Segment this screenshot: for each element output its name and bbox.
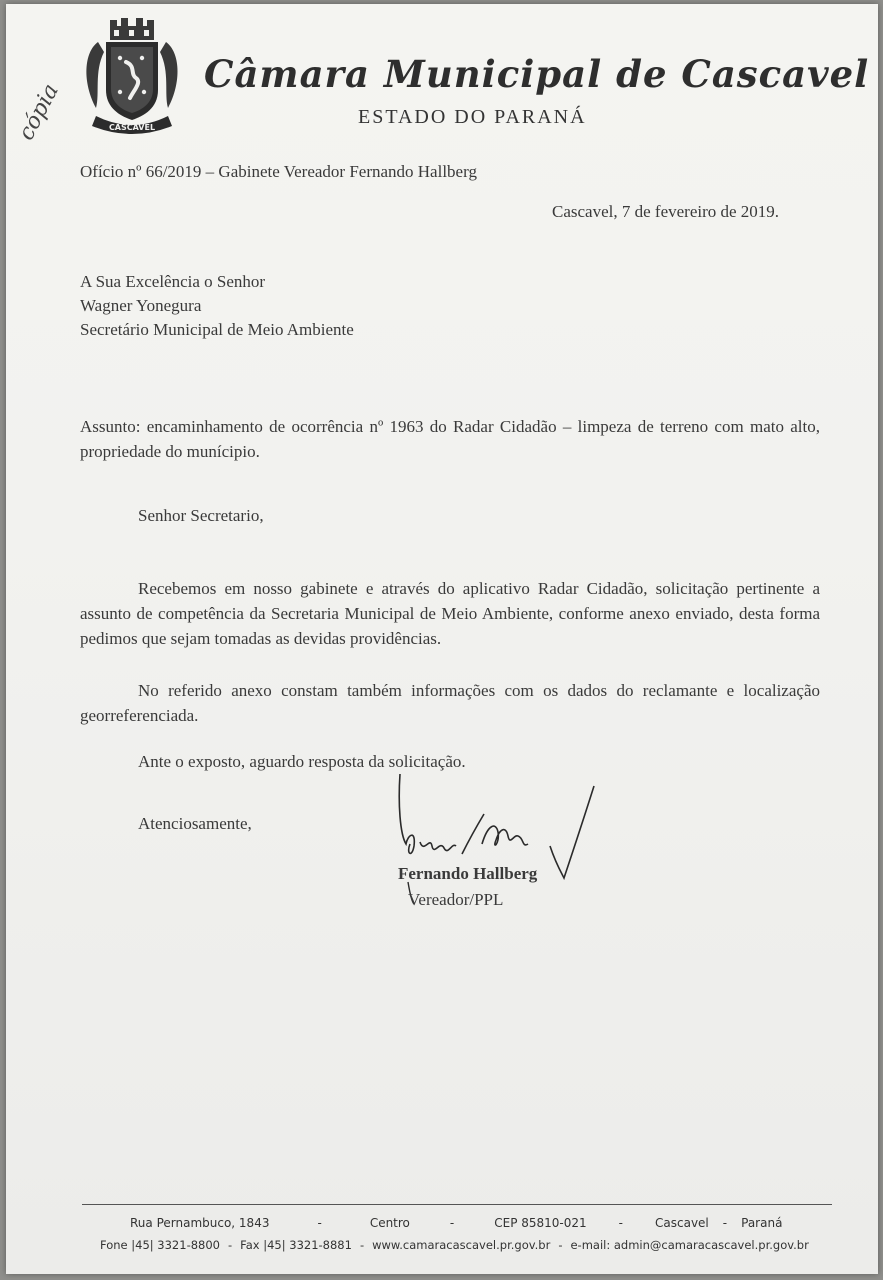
institution-name: Câmara Municipal de Cascavel [204, 52, 870, 96]
closing-line: Atenciosamente, [138, 814, 252, 833]
footer-address: Rua Pernambuco, 1843 [130, 1216, 270, 1230]
footer-address-line: Rua Pernambuco, 1843 - Centro - CEP 85810-021 - Cascavel - Paraná [130, 1216, 783, 1230]
signer-role: Vereador/PPL [408, 890, 504, 909]
addressee-salutation: A Sua Excelência o Senhor [80, 272, 266, 291]
footer-city: Cascavel [655, 1216, 709, 1230]
crest-banner-text: CASCAVEL [108, 123, 156, 132]
handwritten-copia-note [6, 64, 74, 154]
footer-state: Paraná [741, 1216, 783, 1230]
municipal-crest-logo [80, 12, 184, 136]
footer-district: Centro [369, 1216, 410, 1230]
footer-divider [82, 1204, 832, 1205]
footer-cep: CEP 85810-021 [494, 1216, 587, 1230]
footer-email: e-mail: admin@camaracascavel.pr.gov.br [570, 1238, 809, 1252]
addressee-name: Wagner Yonegura [80, 296, 202, 315]
state-name: ESTADO DO PARANÁ [358, 106, 587, 128]
greeting-line: Senhor Secretario, [138, 506, 264, 525]
footer-website: www.camaracascavel.pr.gov.br [372, 1238, 551, 1252]
footer-contact-line: Fone |45| 3321-8800 - Fax |45| 3321-8881 - www.camaracascavel.pr.gov.br - e-mail: admin@camaracascavel.pr.gov.br [100, 1238, 809, 1252]
footer-phone: Fone |45| 3321-8800 [100, 1238, 220, 1252]
reference-line: Ofício nº 66/2019 – Gabinete Vereador Fernando Hallberg [80, 162, 477, 181]
body-paragraph-3: Ante o exposto, aguardo resposta da solicitação. [138, 752, 466, 771]
svg-text:cópia: cópia [13, 79, 65, 145]
signer-name: Fernando Hallberg [398, 864, 538, 883]
body-paragraph-1: Recebemos em nosso gabinete e através do aplicativo Radar Cidadão, solicitação pertinente a assunto de competência da Secretaria Municipal de Meio Ambiente, conforme anexo enviado, desta forma pedimos que sejam tomadas as devidas providências. [80, 579, 820, 648]
date-line: Cascavel, 7 de fevereiro de 2019. [552, 202, 780, 221]
body-paragraph-2: No referido anexo constam também informações com os dados do reclamante e localização georreferenciada. [80, 681, 820, 725]
addressee-title: Secretário Municipal de Meio Ambiente [80, 320, 354, 339]
footer-fax: Fax |45| 3321-8881 [240, 1238, 352, 1252]
subject-paragraph: Assunto: encaminhamento de ocorrência nº 1963 do Radar Cidadão – limpeza de terreno com mato alto, propriedade do munícipio. [80, 417, 820, 461]
letter-sheet [6, 4, 878, 1274]
